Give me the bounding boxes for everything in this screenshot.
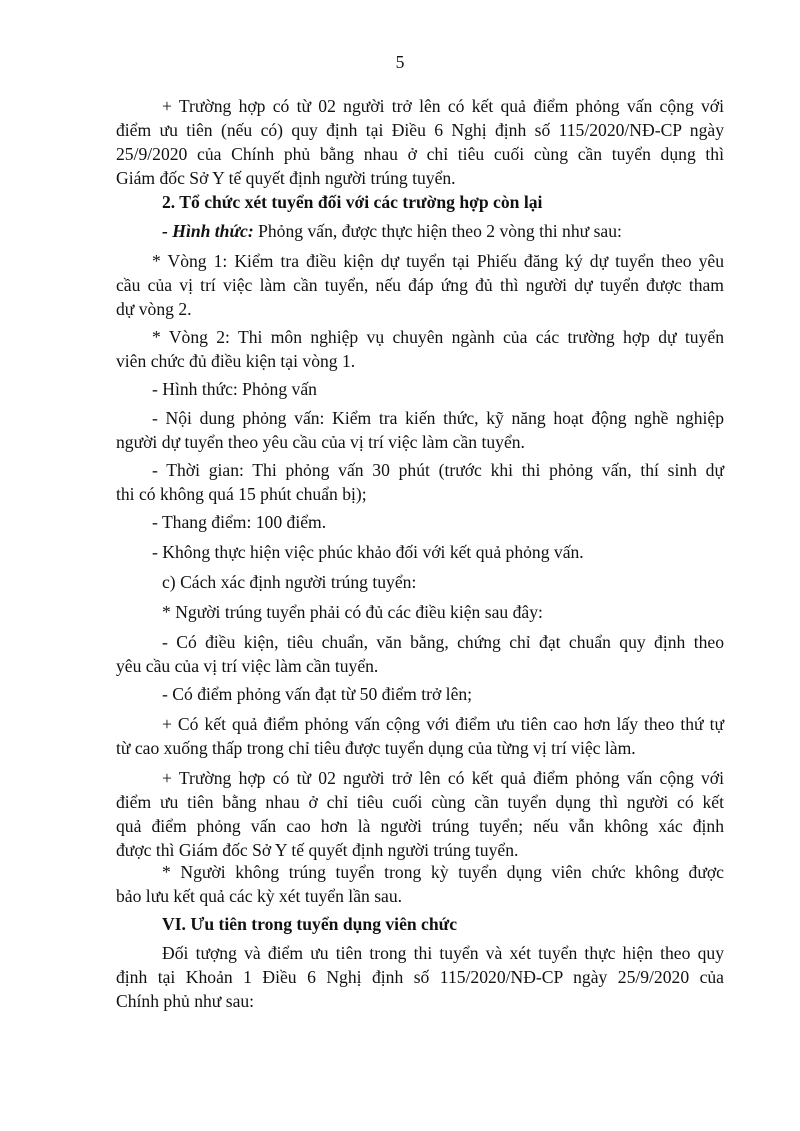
text-line: dự vòng 2. xyxy=(116,299,192,319)
paragraph-format xyxy=(162,219,722,243)
text-line: - Hình thức: Phỏng vấn xyxy=(152,379,317,399)
page-number: 5 xyxy=(395,52,405,72)
text-line: thi có không quá 15 phút chuẩn bị); xyxy=(116,484,367,504)
text-line: * Vòng 1: Kiểm tra điều kiện dự tuyển tại Phiếu đăng ký dự tuyển theo yêu xyxy=(152,251,724,271)
paragraph-score-scale xyxy=(152,510,722,534)
text-line: - Có điều kiện, tiêu chuẩn, văn bằng, chứng chỉ đạt chuẩn quy định theo xyxy=(162,632,724,652)
text-line: định tại Khoản 1 Điều 6 Nghị định số 115/2020/NĐ-CP ngày 25/9/2020 của xyxy=(116,967,724,987)
paragraph-round-1 xyxy=(116,249,724,321)
text-line: Chính phủ như sau: xyxy=(116,991,255,1011)
text-line: + Trường hợp có từ 02 người trở lên có kết quả điểm phỏng vấn cộng với xyxy=(162,96,724,116)
text-line: - Thang điểm: 100 điểm. xyxy=(152,512,327,532)
text-line: người dự tuyển theo yêu cầu của vị trí việc làm cần tuyển. xyxy=(116,432,525,452)
paragraph-winner-conditions xyxy=(162,600,722,624)
text-line: + Trường hợp có từ 02 người trở lên có kết quả điểm phỏng vấn cộng với xyxy=(162,768,724,788)
text-line: bảo lưu kết quả các kỳ xét tuyển lần sau. xyxy=(116,886,403,906)
heading-text: VI. Ưu tiên trong tuyển dụng viên chức xyxy=(162,914,458,934)
text-line: c) Cách xác định người trúng tuyển: xyxy=(162,572,417,592)
text-line: cầu của vị trí việc làm cần tuyển, nếu đáp ứng đủ thì người dự tuyển được tham xyxy=(116,275,724,295)
section-heading xyxy=(162,190,722,214)
text-line: * Vòng 2: Thi môn nghiệp vụ chuyên ngành của các trường hợp dự tuyển xyxy=(152,327,724,347)
text-line: - Có điểm phỏng vấn đạt từ 50 điểm trở lên; xyxy=(162,684,473,704)
paragraph-tie-break-case-2 xyxy=(116,766,724,862)
text-line: + Có kết quả điểm phỏng vấn cộng với điểm ưu tiên cao hơn lấy theo thứ tự xyxy=(162,714,724,734)
text-line: từ cao xuống thấp trong chỉ tiêu được tuyển dụng của từng vị trí việc làm. xyxy=(116,738,636,758)
paragraph-ranking xyxy=(116,712,724,760)
text-line: - Thời gian: Thi phỏng vấn 30 phút (trước khi thi phỏng vấn, thí sinh dự xyxy=(152,460,724,480)
text-line: điểm ưu tiên bằng nhau ở chỉ tiêu cuối cùng cần tuyển dụng thì người có kết xyxy=(116,792,724,812)
paragraph-interview-time xyxy=(116,458,724,506)
text-line: yêu cầu của vị trí việc làm cần tuyển. xyxy=(116,656,379,676)
paragraph-selection-method xyxy=(162,570,722,594)
text-line: quả điểm phỏng vấn cao hơn là người trúng tuyển; nếu vẫn không xác định xyxy=(116,816,724,836)
text-line: - Không thực hiện việc phúc khảo đối với kết quả phỏng vấn. xyxy=(152,542,584,562)
paragraph-interview-content xyxy=(116,406,724,454)
heading-text: 2. Tổ chức xét tuyển đối với các trường hợp còn lại xyxy=(162,192,543,212)
paragraph-interview-format xyxy=(152,377,722,401)
text-line: điểm ưu tiên (nếu có) quy định tại Điều 6 Nghị định số 115/2020/NĐ-CP ngày xyxy=(116,120,724,140)
paragraph-no-review xyxy=(152,540,722,564)
text-line: * Người không trúng tuyển trong kỳ tuyển dụng viên chức không được xyxy=(162,862,724,882)
text-line: được thì Giám đốc Sở Y tế quyết định người trúng tuyển. xyxy=(116,840,519,860)
text-line: - Nội dung phỏng vấn: Kiểm tra kiến thức, kỹ năng hoạt động nghề nghiệp xyxy=(152,408,724,428)
format-label: - Hình thức: xyxy=(162,221,254,241)
paragraph-qualification xyxy=(116,630,724,678)
paragraph-round-2 xyxy=(116,325,724,373)
text-line: * Người trúng tuyển phải có đủ các điều kiện sau đây: xyxy=(162,602,543,622)
text-line: 25/9/2020 của Chính phủ bằng nhau ở chỉ tiêu cuối cùng cần tuyển dụng thì xyxy=(116,144,724,164)
format-text: Phỏng vấn, được thực hiện theo 2 vòng thi như sau: xyxy=(253,221,622,241)
paragraph-min-score xyxy=(162,682,722,706)
text-line: Đối tượng và điểm ưu tiên trong thi tuyển và xét tuyển thực hiện theo quy xyxy=(162,943,724,963)
paragraph-no-reservation xyxy=(116,860,724,908)
text-line: viên chức đủ điều kiện tại vòng 1. xyxy=(116,351,356,371)
paragraph-tie-break-case-1 xyxy=(116,94,724,190)
text-line: Giám đốc Sở Y tế quyết định người trúng tuyển. xyxy=(116,168,456,188)
section-heading xyxy=(162,912,722,936)
paragraph-priority-subjects xyxy=(116,941,724,1013)
